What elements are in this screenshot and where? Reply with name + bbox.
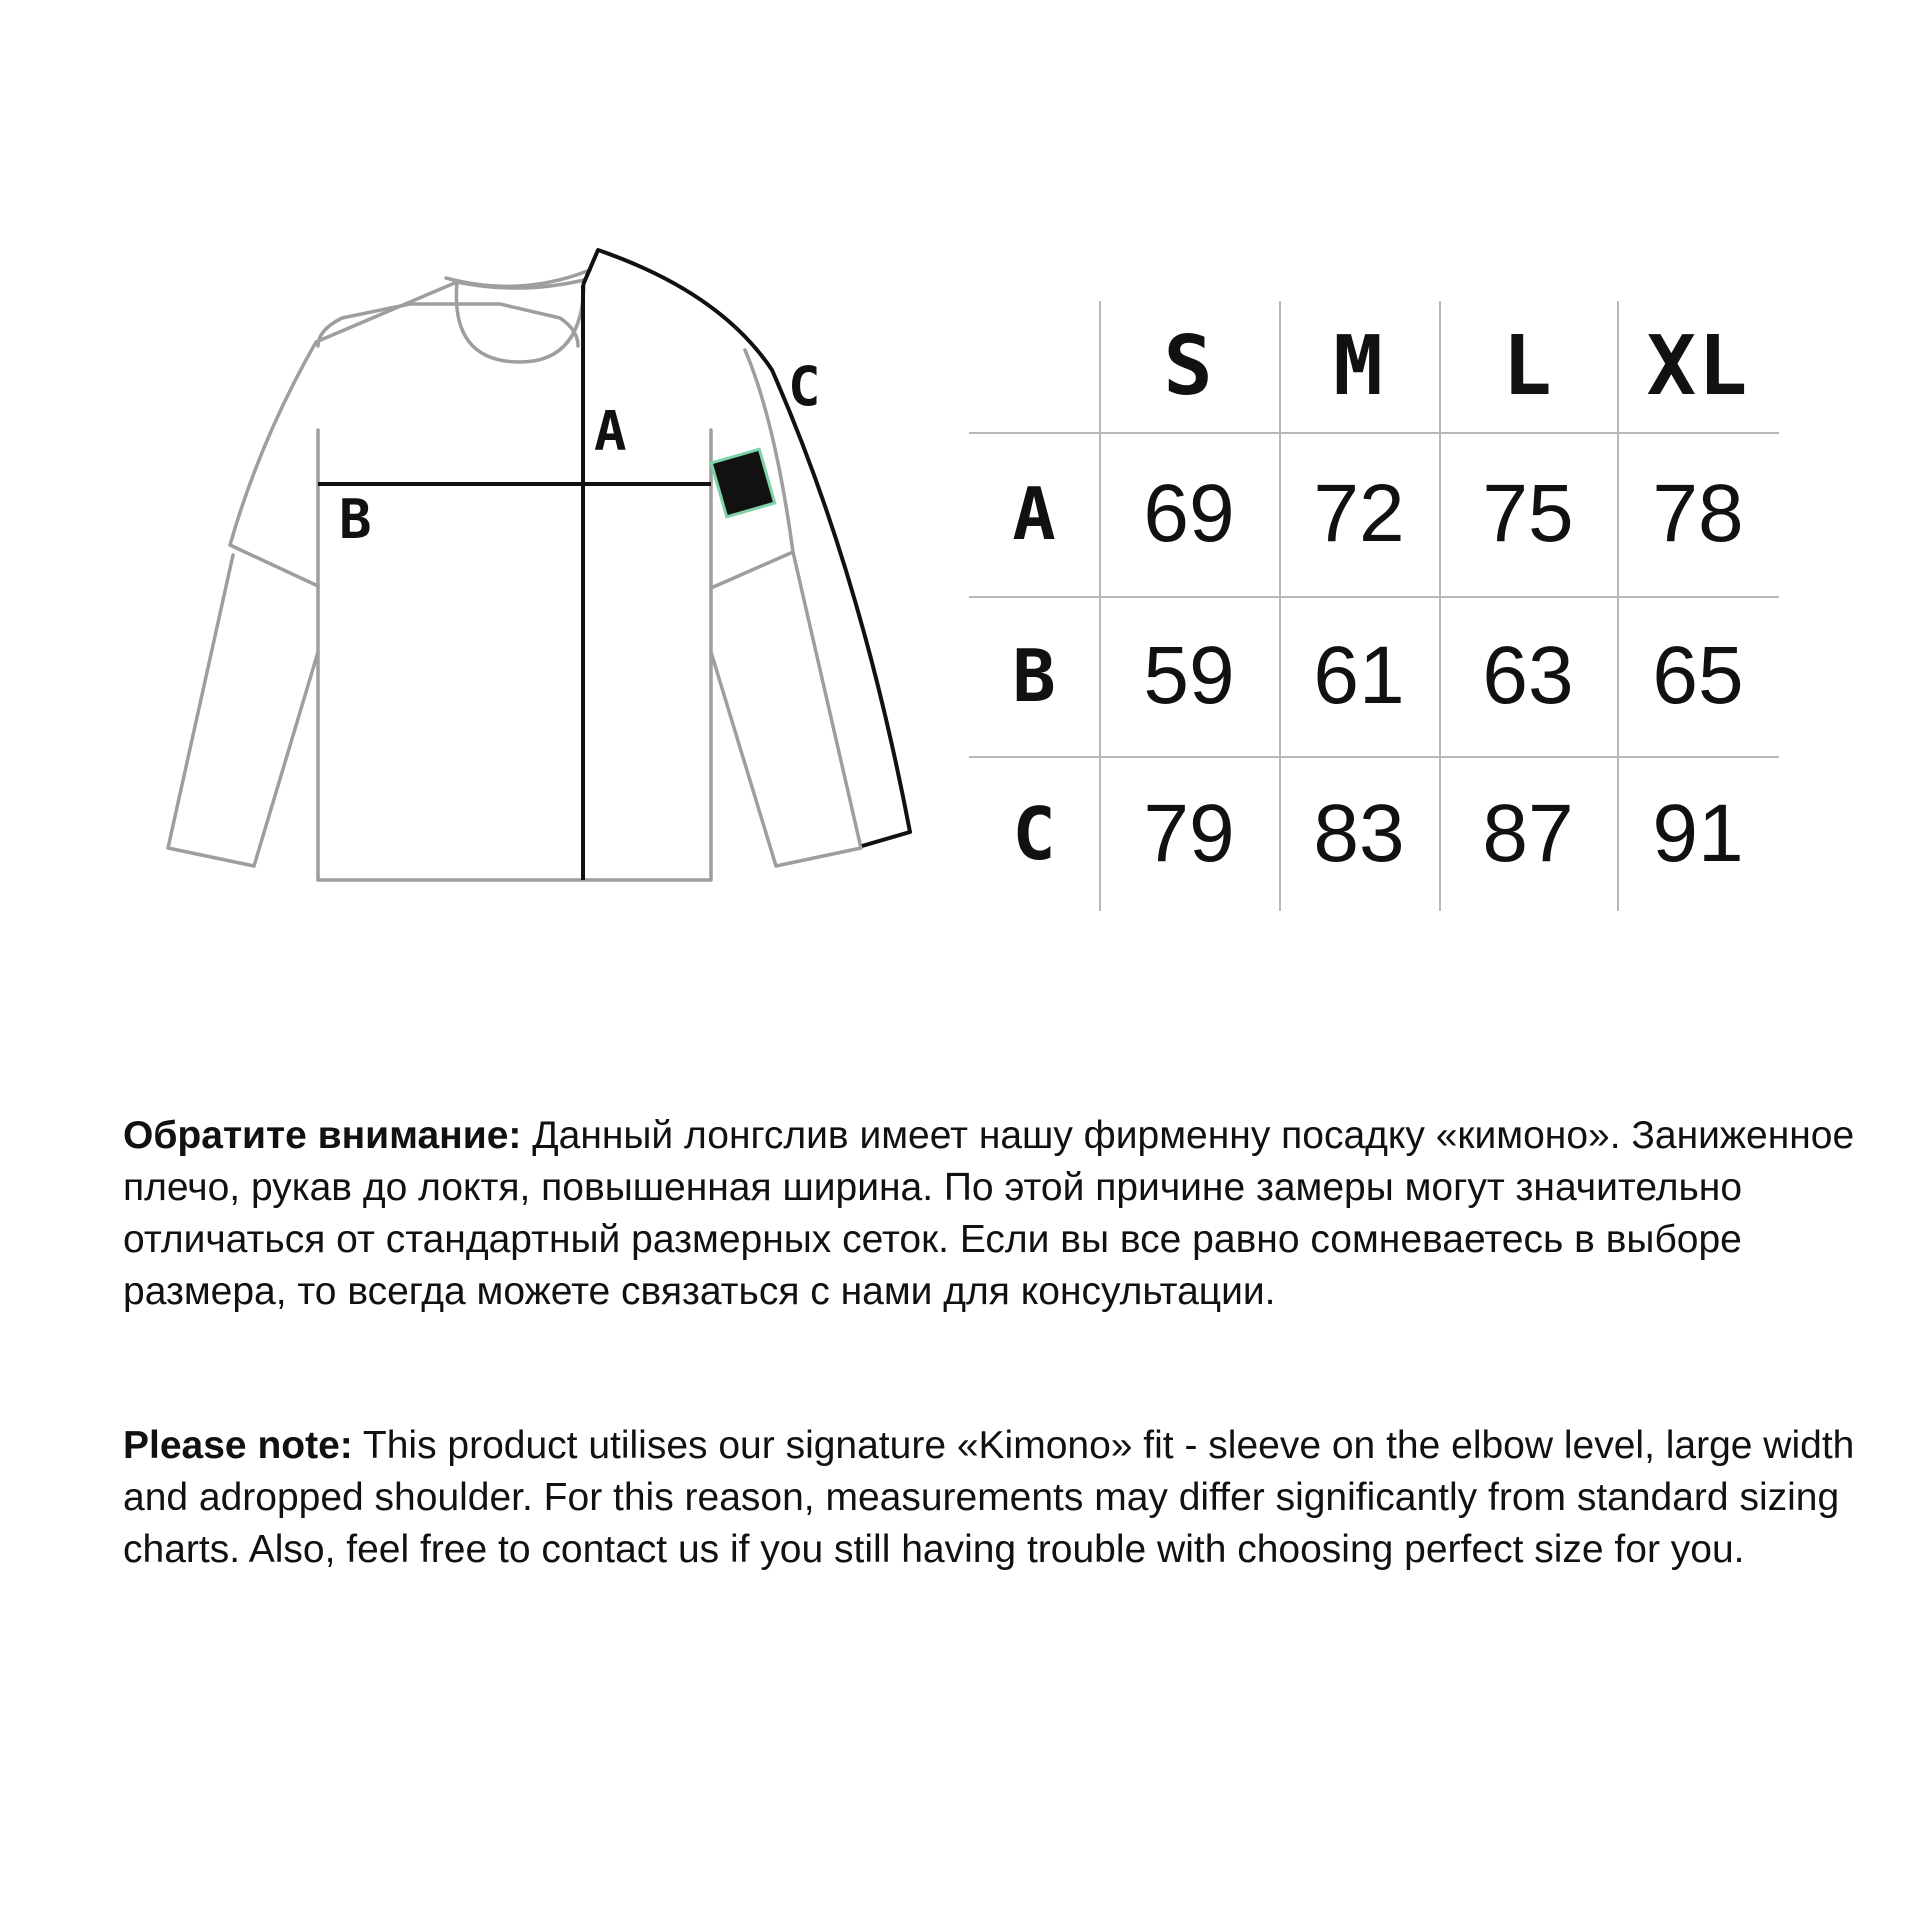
note-russian-lead: Обратите внимание:	[123, 1114, 522, 1157]
row-label-a: A	[1012, 472, 1056, 556]
table-cell: 72	[1313, 468, 1405, 559]
table-cell: 91	[1652, 787, 1744, 879]
table-cell: 87	[1482, 787, 1574, 879]
row-label-b: B	[1012, 634, 1056, 718]
table-cell: 69	[1143, 468, 1235, 559]
size-header-m: M	[1333, 319, 1385, 414]
note-russian-text: Данный лонгслив имеет нашу фирменну посадку «кимоно». Заниженное плечо, рукав до локтя, повышенная ширина. По этой причине замеры могут значительно отличаться от стандартный размерных сеток. Если вы все равно сомневаетесь в выборе размера, то всегда можете связаться с нами для консультации.	[123, 1114, 1855, 1313]
table-cell: 61	[1313, 630, 1405, 721]
size-table	[969, 301, 1779, 911]
table-cell: 75	[1482, 468, 1574, 559]
sleeve-patch	[711, 449, 774, 517]
table-cell: 59	[1143, 630, 1235, 721]
table-cell: 63	[1482, 630, 1574, 721]
note-english-lead: Please note:	[123, 1424, 353, 1467]
row-label-c: C	[1012, 791, 1056, 876]
size-header-l: L	[1502, 319, 1554, 414]
note-english	[123, 1420, 1863, 1576]
measure-line-c	[583, 250, 910, 846]
table-cell: 65	[1652, 630, 1744, 721]
table-cell: 79	[1143, 787, 1235, 879]
note-russian	[123, 1110, 1863, 1318]
label-a: A	[594, 400, 627, 463]
note-english-text: This product utilises our signature «Kimono» fit - sleeve on the elbow level, large width and adropped shoulder. For this reason, measurements may differ significantly from standard sizing charts. Also, feel free to contact us if you still having trouble with choosing perfect size for you.	[123, 1424, 1855, 1571]
longsleeve-outline	[168, 270, 861, 880]
table-cell: 83	[1313, 787, 1405, 879]
label-b: B	[339, 488, 372, 551]
size-header-xl: XL	[1646, 319, 1750, 414]
table-cell: 78	[1652, 468, 1744, 559]
size-header-s: S	[1163, 319, 1215, 414]
label-c: C	[788, 355, 821, 418]
measurement-lines	[318, 250, 910, 880]
longsleeve-measurement-diagram	[0, 0, 960, 960]
